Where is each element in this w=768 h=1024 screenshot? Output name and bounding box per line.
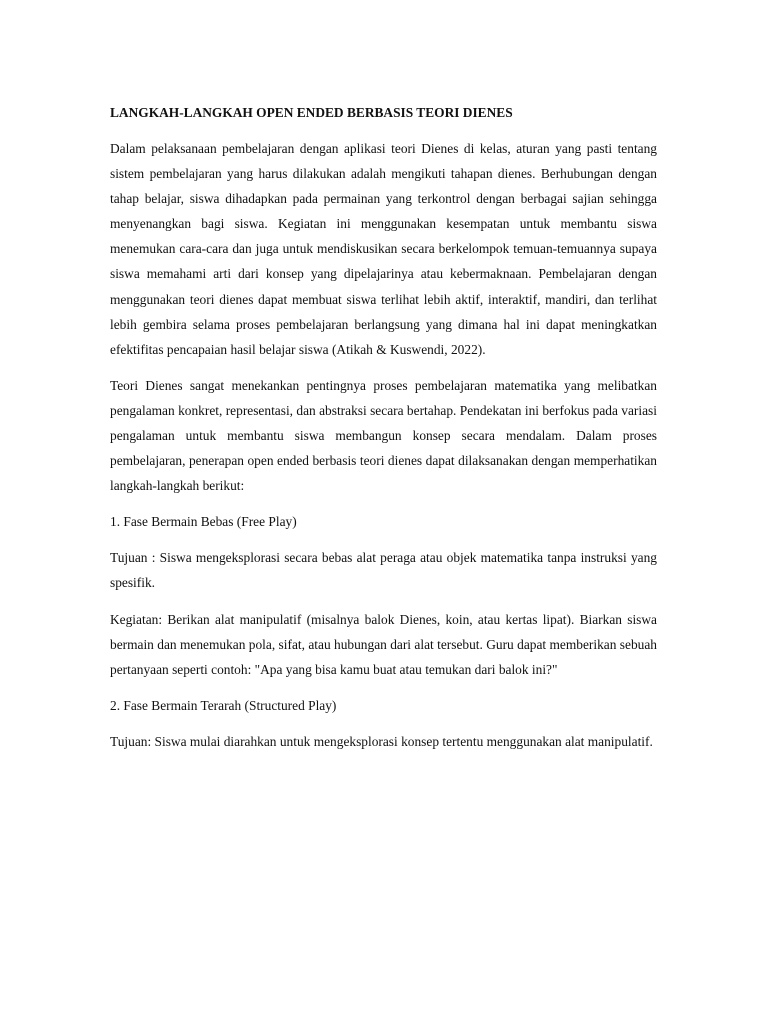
phase2-goal: Tujuan: Siswa mulai diarahkan untuk mengeksplorasi konsep tertentu menggunakan alat manipulatif. xyxy=(110,733,653,749)
paragraph-dienes-theory: Teori Dienes sangat menekankan pentingnya proses pembelajaran matematika yang melibatkan pengalaman konkret, representasi, dan abstraksi secara bertahap. Pendekatan ini berfokus pada variasi pengalaman untuk membantu siswa membangun konsep secara mendalam. Dalam proses pembelajaran, penerapan open ended berbasis teori dienes dapat dilaksanakan dengan memperhatikan langkah-langkah berikut: xyxy=(110,377,657,494)
document-title: LANGKAH-LANGKAH OPEN ENDED BERBASIS TEORI DIENES xyxy=(110,105,513,120)
paragraph-intro: Dalam pelaksanaan pembelajaran dengan aplikasi teori Dienes di kelas, aturan yang pasti tentang sistem pembelajaran yang harus dilakukan adalah mengikuti tahapan dienes. Berhubungan dengan tahap belajar, siswa dihadapkan pada permainan yang terkontrol dengan berbagai sajian sehingga menyenangkan bagi siswa. Kegiatan ini menggunakan kesempatan untuk membantu siswa menemukan cara-cara dan juga untuk mendiskusikan secara berkelompok temuan-temuannya supaya siswa memahami arti dari konsep yang dipelajarinya atau kebermaknaan. Pembelajaran dengan menggunakan teori dienes dapat membuat siswa terlihat lebih aktif, interaktif, mandiri, dan terlihat lebih gembira selama proses pembelajaran berlangsung yang dimana hal ini dapat meningkatkan efektifitas pencapaian hasil belajar siswa (Atikah & Kuswendi, 2022). xyxy=(110,141,657,357)
phase1-activity: Kegiatan: Berikan alat manipulatif (misalnya balok Dienes, koin, atau kertas lipat). Biarkan siswa bermain dan menemukan pola, sifat, atau hubungan dari alat tersebut. Guru dapat memberikan sebuah pertanyaan seperti contoh: "Apa yang bisa kamu buat atau temukan dari balok ini?" xyxy=(110,611,657,677)
phase1-goal: Tujuan : Siswa mengeksplorasi secara bebas alat peraga atau objek matematika tanpa instruksi yang spesifik. xyxy=(110,550,657,591)
phase1-heading: 1. Fase Bermain Bebas (Free Play) xyxy=(110,514,297,530)
phase2-heading: 2. Fase Bermain Terarah (Structured Play) xyxy=(110,697,337,713)
document-body xyxy=(110,100,657,765)
